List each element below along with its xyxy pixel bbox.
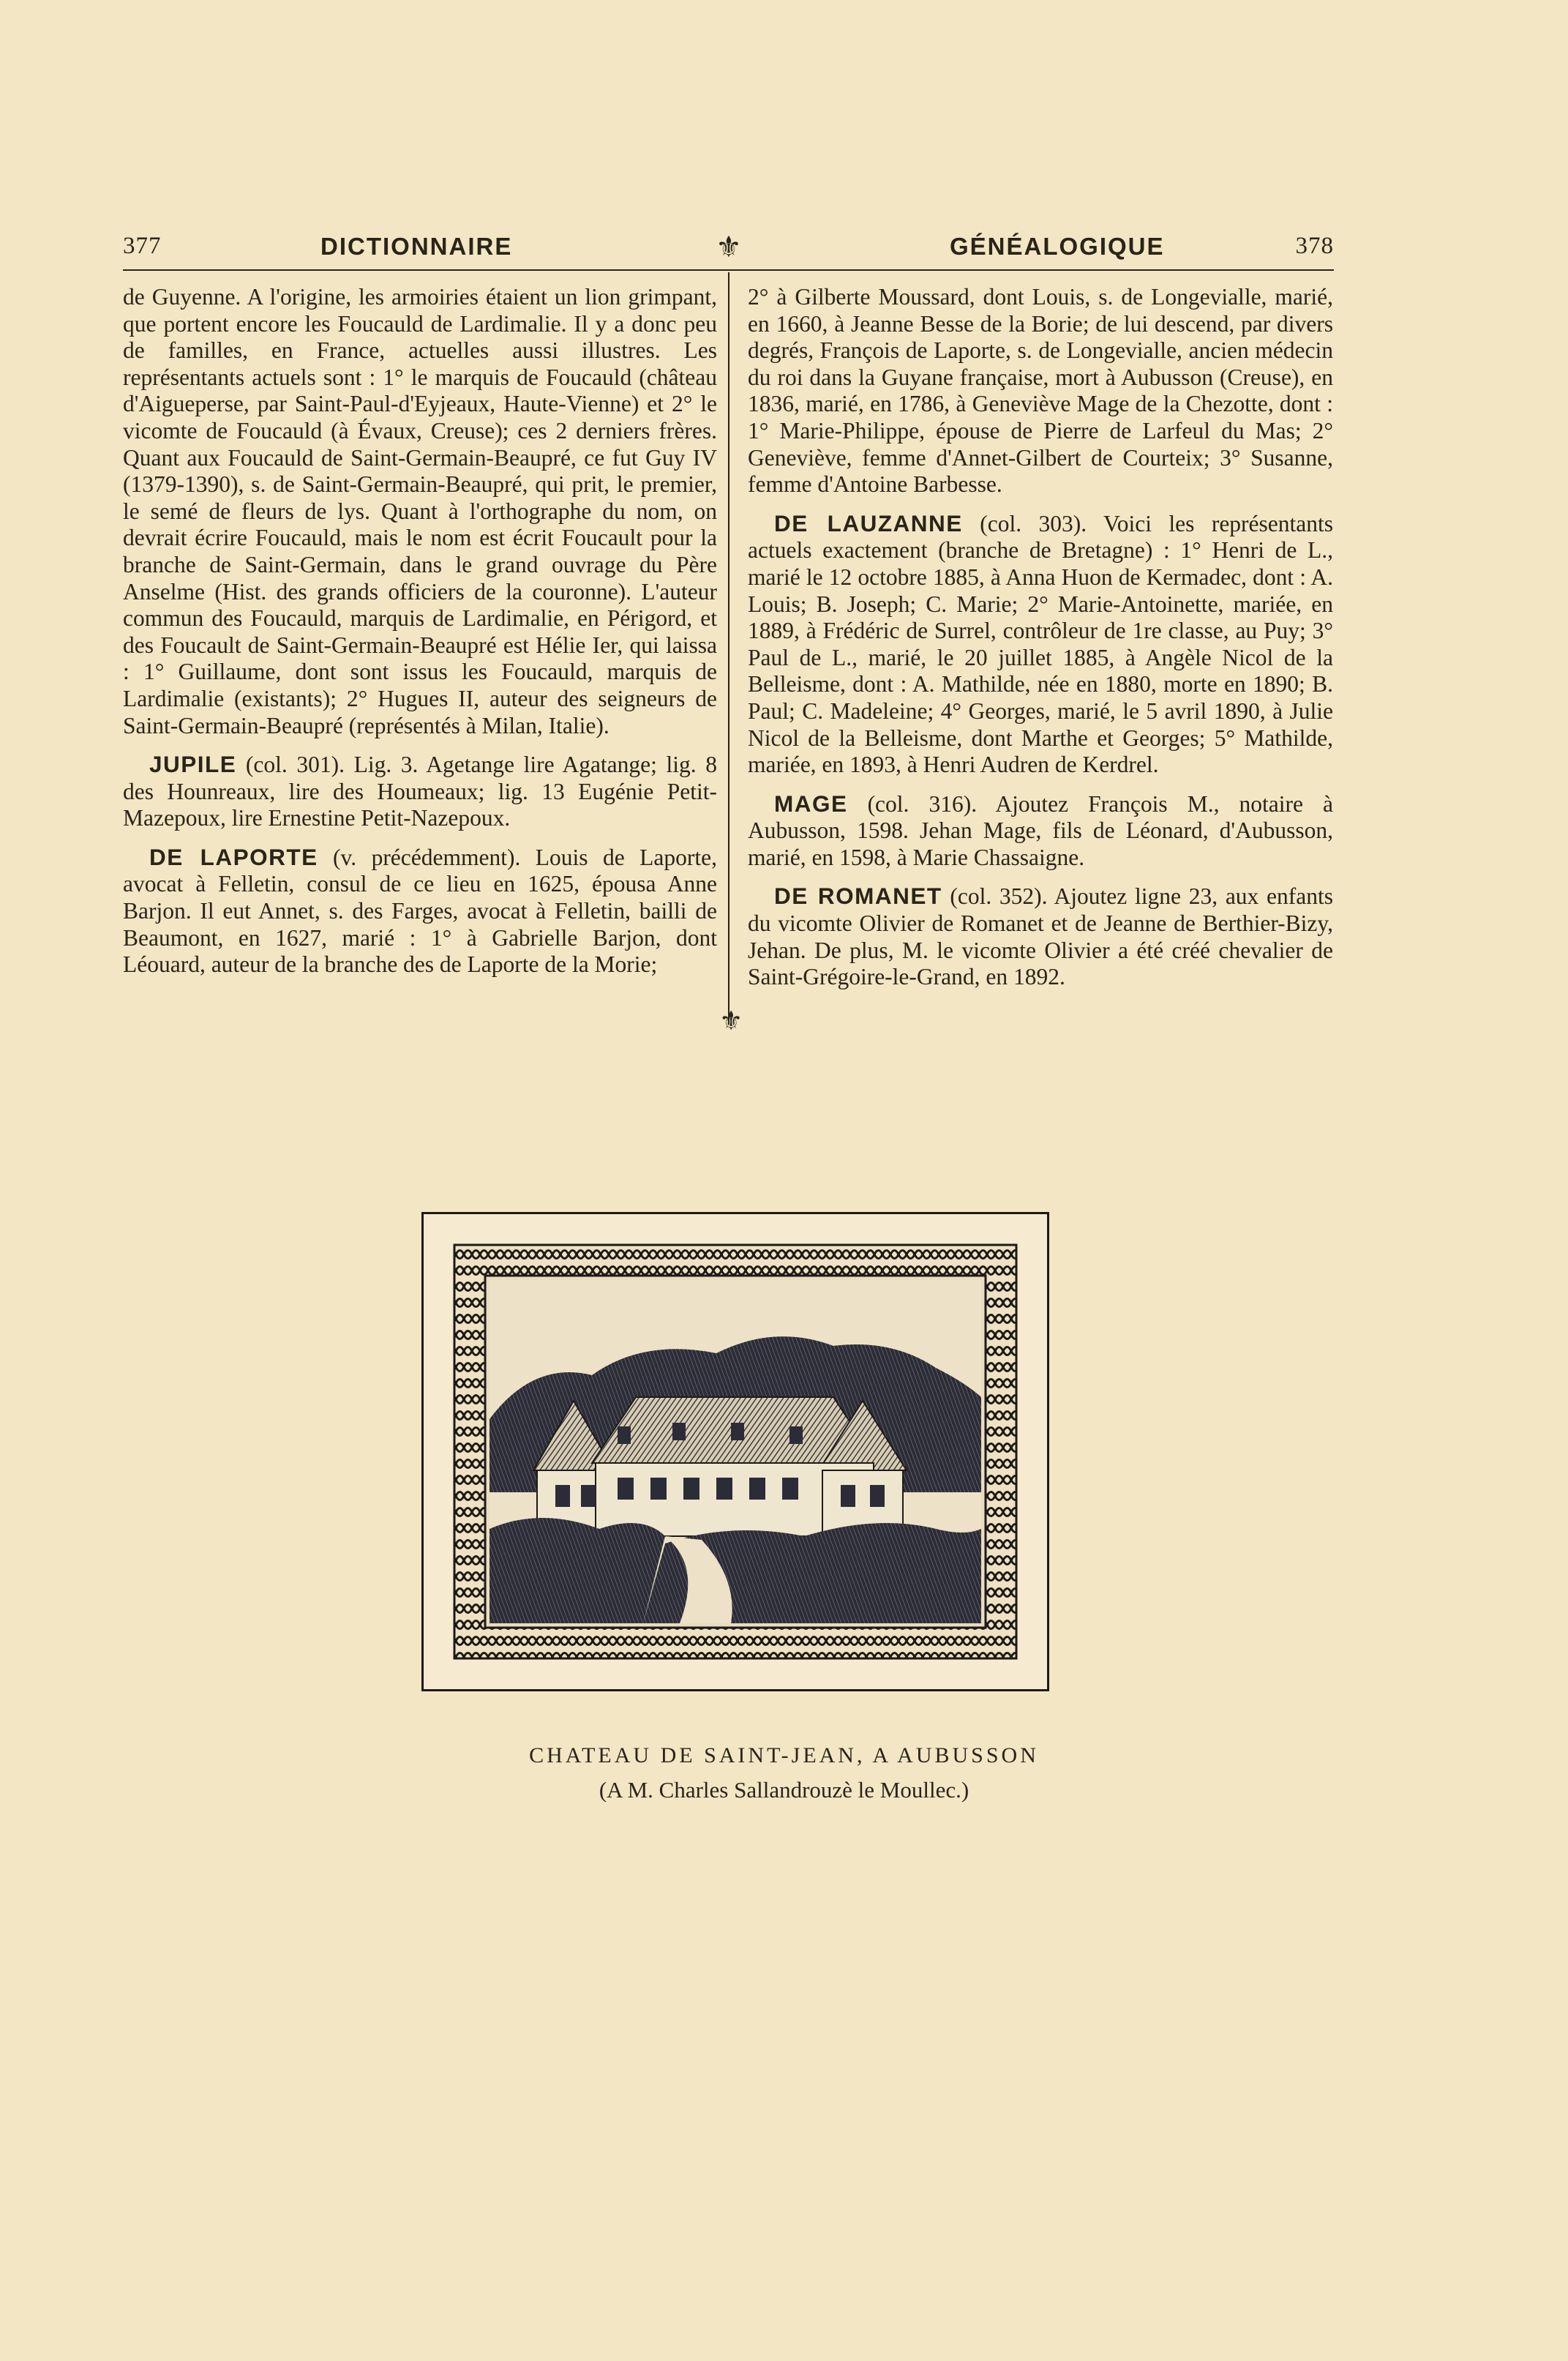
laporte-continuation: 2° à Gilberte Moussard, dont Louis, s. de Longevialle, marié, en 1660, à Jeanne Besse de la Borie; de lui descend, par divers degrés, François de Laporte, s. de Longevialle, ancien médecin du roi dans la Guyane française, mort à Aubusson (Creuse), en 1836, marié, en 1786, à Geneviève Mage de la Chezotte, dont : 1° Marie-Philippe, épouse de Pierre de Larfeul du Mas; 2° Geneviève, femme d'Annet-Gilbert de Courteix; 3° Susanne, femme d'Antoine Barbesse. [748,284,1333,498]
entry-text: (col. 303). Voici les représentants actuels exactement (branche de Bretagne) : 1° Henri de L., marié le 12 octobre 1885, à Anna Huon de Kermadec, dont : A. Louis; B. Joseph; C. Marie; 2° Marie-Antoinette, mariée, en 1889, à Frédéric de Surrel, contrôleur de 1re classe, au Puy; 3° Paul de L., marié, le 20 juillet 1885, à Angèle Nicol de la Belleisme, dont : A. Mathilde, née en 1880, morte en 1890; B. Paul; C. Madeleine; 4° Georges, marié, le 5 avril 1890, à Julie Nicol de la Belleisme, dont Marthe et Georges; 5° Mathilde, mariée, en 1893, à Henri Audren de Kerdrel. [748,510,1334,778]
entry-de-romanet [748,883,1333,990]
entry-text: (col. 316). Ajoutez François M., notaire à Aubusson, 1598. Jehan Mage, fils de Léonard, d'Aubusson, marié, en 1598, à Marie Chassaigne. [748,790,1333,870]
entry-text: (col. 301). Lig. 3. Agetange lire Agatange; lig. 8 des Hounreaux, lire des Houmeaux; lig. 13 Eugénie Petit-Mazepoux, lire Ernestine Petit-Nazepoux. [123,752,717,831]
running-header [123,233,1334,265]
running-title-left: DICTIONNAIRE [320,233,513,260]
entry-de-laporte [123,844,717,979]
running-title-right: GÉNÉALOGIQUE [950,233,1165,260]
foucauld-continuation: de Guyenne. A l'origine, les armoiries étaient un lion grimpant, que portent encore les Foucauld de Lardimalie. Il y a donc peu de familles, en France, actuelles aussi illustres. Les représentants actuels sont : 1° le marquis de Foucauld (château d'Aigueperse, par Saint-Paul-d'Eyjeaux, Haute-Vienne) et 2° le vicomte de Foucauld (à Évaux, Creuse); ces 2 derniers frères. Quant aux Foucauld de Saint-Germain-Beaupré, ce fut Guy IV (1379-1390), s. de Saint-Germain-Beaupré, qui prit, le premier, le semé de fleurs de lys. Quant à l'orthographe du nom, on devrait écrire Foucauld, mais le nom est écrit Foucault pour la branche de Saint-Germain, dans le grand ouvrage du Père Anselme (Hist. des grands officiers de la couronne). L'auteur commun des Foucauld, marquis de Lardimalie, en Périgord, et des Foucault de Saint-Germain-Beaupré est Hélie Ier, qui laissa : 1° Guillaume, dont sont issus les Foucauld, marquis de Lardimalie (existants); 2° Hugues II, auteur des seigneurs de Saint-Germain-Beaupré (représentés à Milan, Italie). [123,284,717,738]
chateau-illustration [421,1212,1049,1691]
fleur-de-lis-icon: ⚜ [716,231,743,263]
illustration-caption-title: CHATEAU DE SAINT-JEAN, A AUBUSSON [529,1743,1039,1767]
left-column [123,284,717,979]
column-divider [728,272,729,1025]
page-number-left: 377 [123,233,162,259]
right-column [748,284,1333,991]
entry-de-lauzanne [748,510,1333,779]
entry-text: (v. précédemment). Louis de Laporte, avocat à Felletin, consul de ce lieu en 1625, épousa Anne Barjon. Il eut Annet, s. des Farges, avocat à Felletin, bailli de Beaumont, en 1627, marié : 1° à Gabrielle Barjon, dont Léouard, auteur de la branche des de Laporte de la Morie; [123,844,717,978]
entry-mage [748,790,1333,872]
entry-text: (col. 352). Ajoutez ligne 23, aux enfants du vicomte Olivier de Romanet et de Jeanne de Berthier-Bizy, Jehan. De plus, M. le vicomte Olivier a été créé chevalier de Saint-Grégoire-le-Grand, en 1892. [748,883,1333,990]
fleur-de-lis-icon: ⚜ [719,1006,743,1036]
headword: JUPILE [149,751,237,778]
headword: DE LAPORTE [149,843,318,870]
header-rule [123,269,1334,271]
headword: DE LAUZANNE [774,509,963,536]
headword: DE ROMANET [774,883,942,910]
headword: MAGE [774,790,848,817]
illustration-caption-owner: (A M. Charles Sallandrouzè le Moullec.) [599,1777,969,1803]
page-number-right: 378 [1295,233,1334,259]
entry-jupile [123,751,717,832]
engraving-image [424,1214,1047,1689]
